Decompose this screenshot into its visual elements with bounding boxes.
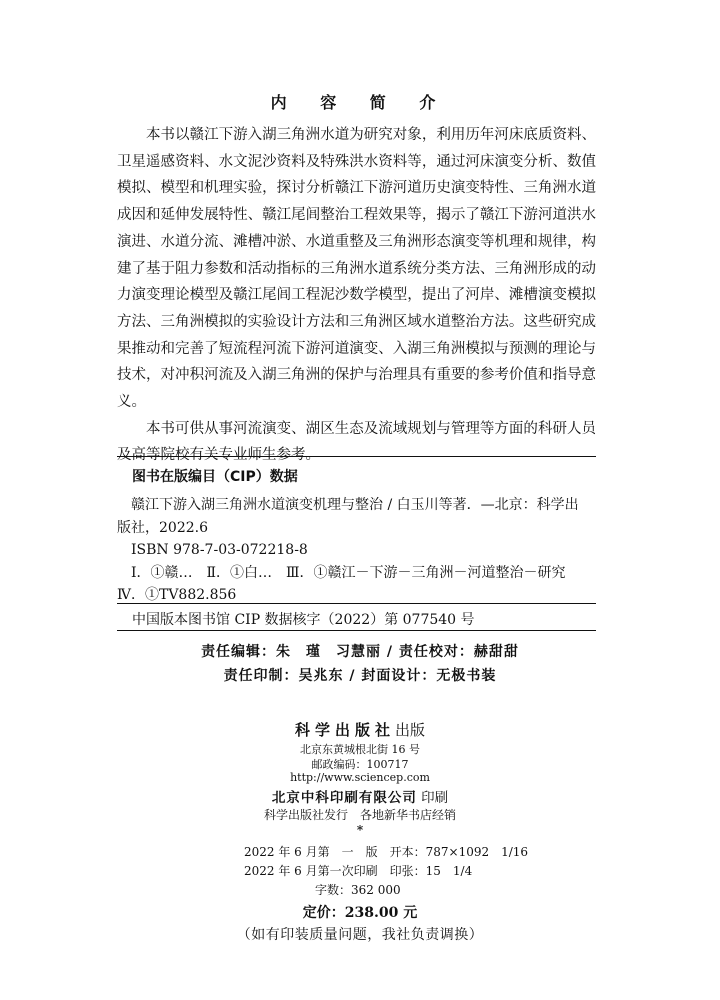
intro-paragraph: 本书以赣江下游入湖三角洲水道为研究对象，利用历年河床底质资料、卫星遥感资料、水文泥沙资料及特殊洪水资料等，通过河床演变分析、数值模拟、模型和机理实验，探讨分析赣江下游河道历史演变特性、三角洲水道成因和延伸发展特性、赣江尾闾整治工程效果等，揭示了赣江下游河道洪水演进、水道分流、滩槽冲淤、水道重整及三角洲形态演变等机理和规律，构建了基于阻力参数和活动指标的三角洲水道系统分类方法、三角洲形成的动力演变理论模型及赣江尾闾工程泥沙数学模型，提出了河岸、滩槽演变模拟方法、三角洲模拟的实验设计方法和三角洲区域水道整治方法。这些研究成果推动和完善了短流程河流下游河道演变、入湖三角洲模拟与预测的理论与技术，对冲积河流及入湖三角洲的保护与治理具有重要的参考价值和指导意义。 bbox=[117, 127, 596, 411]
cip-line: 赣江下游入湖三角洲水道演变机理与整治 / 白玉川等著．—北京：科学出 bbox=[131, 497, 579, 513]
cip-line: Ⅳ．①TV882.856 bbox=[117, 587, 237, 603]
printer-line bbox=[0, 786, 720, 806]
edition-line: 2022 年 6 月第 一 版 开本：787×1092 1/16 bbox=[244, 845, 529, 859]
publisher-logo: 科学出版社 bbox=[294, 721, 395, 739]
divider bbox=[117, 603, 596, 604]
publisher-address: 北京东黄城根北街 16 号 bbox=[300, 743, 420, 756]
intro-text bbox=[117, 122, 596, 469]
price: 定价：238.00 元 bbox=[302, 905, 418, 921]
distribution-line: 科学出版社发行 各地新华书店经销 bbox=[263, 808, 456, 822]
publisher-postcode: 邮政编码：100717 bbox=[311, 758, 409, 771]
editor-credits: 责任编辑：朱 瑾 习慧丽 / 责任校对：赫甜甜 bbox=[201, 644, 519, 660]
intro-paragraph: 本书可供从事河流演变、湖区生态及流域规划与管理等方面的科研人员及高等院校有关专业师生参考。 bbox=[117, 420, 596, 464]
cip-title: 图书在版编目（CIP）数据 bbox=[132, 469, 298, 485]
cip-line: Ⅰ．①赣… Ⅱ．①白… Ⅲ．①赣江－下游－三角洲－河道整治－研究 bbox=[131, 564, 566, 581]
publisher-line bbox=[0, 719, 720, 740]
publisher-url: http://www.sciencep.com bbox=[290, 771, 430, 784]
printing-line: 2022 年 6 月第一次印刷 印张：15 1/4 bbox=[244, 864, 473, 878]
printer-logo: 北京中科印刷有限公司 bbox=[271, 790, 417, 806]
publisher-suffix: 出版 bbox=[395, 721, 426, 739]
cip-record-number: 中国版本图书馆 CIP 数据核字（2022）第 077540 号 bbox=[132, 612, 475, 628]
intro-title: 内 容 简 介 bbox=[270, 93, 450, 112]
separator-star: * bbox=[356, 823, 364, 837]
divider bbox=[117, 630, 596, 631]
word-count: 字数：362 000 bbox=[315, 883, 401, 897]
cip-isbn: ISBN 978-7-03-072218-8 bbox=[131, 542, 308, 558]
cip-line: 版社，2022.6 bbox=[117, 519, 208, 536]
cip-data bbox=[117, 494, 596, 607]
quality-notice: （如有印装质量问题，我社负责调换） bbox=[236, 927, 484, 943]
divider bbox=[117, 456, 596, 457]
production-credits: 责任印制：吴兆东 / 封面设计：无极书装 bbox=[223, 668, 497, 684]
printer-suffix: 印刷 bbox=[421, 790, 449, 806]
